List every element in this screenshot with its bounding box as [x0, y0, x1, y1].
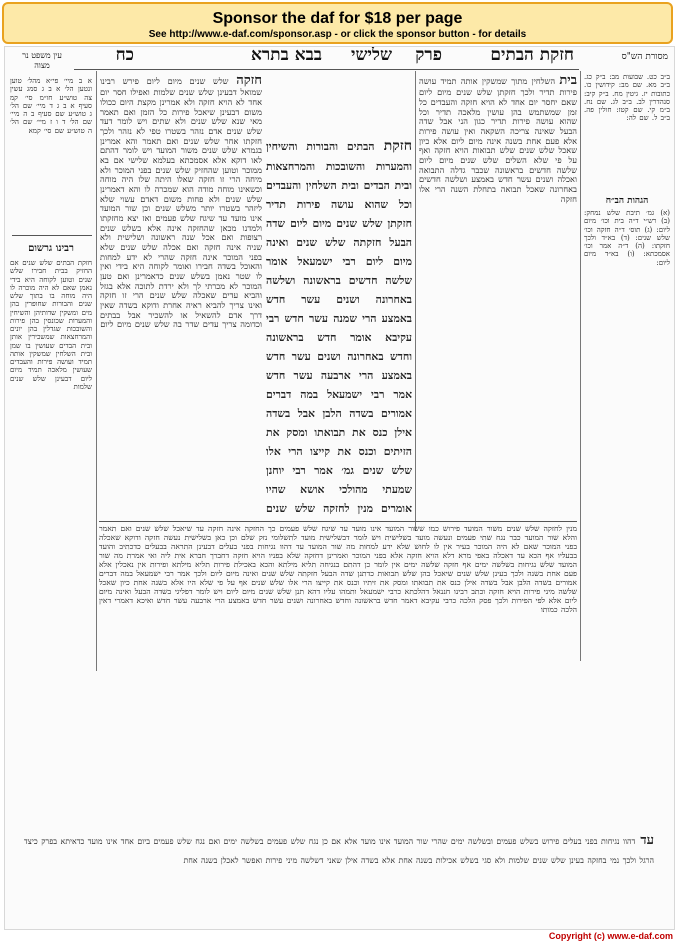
- tosafot-divider: [96, 71, 97, 671]
- gemara-heading: גמ׳: [341, 464, 355, 478]
- tosafot-commentary: אם בא ממוכר וטוען שהחזיק שלש שנים בפני המוכר ולא מיחה הרי זו חזקה שאלו היתה שלו היה מוחה וכשאינו מוחה מודה הוא שמכרה לו והא דאמרינן שלש שנים ולא פחות משום דאדם עשוי שלא ליזהר בשטרו יותר משלש שנים וכן שור המועד אינו מועד עד שיגח שלש פעמים ואז יצא מחזקתו ולמדנו מכאן שהחזקה אינה אלא בשלש שנים רצופות ואם אכל שנה ראשונה ושלישית ולא שניה אינה חזקה ואם אכלה שלש שנים שלא בפני המוכר אינה חזקה שהרי לא ידע למחות והאוכל בשדה חבירו ואומר לקוחה היא בידי ואין לו שטר נאמן בשלש שנים כדאמרינן ואם טען המוכר לא מכרתי לך ולא ירדת לתוכה אלא בגזל והביא עדים שאכלה שלש שנים הרי זו חזקה ואינו צריך להביא ראיה אחרת ודוקא בשדה שאין דרך אדם להשאיל או להשכיר אבל בבתים וכדומה צריך עדים שדר בה שלש שנים מיום ליום: [100, 155, 262, 330]
- rashi-divider: [415, 71, 416, 531]
- masoret-divider: [580, 71, 581, 661]
- gershom-top-rule: [12, 235, 92, 236]
- rashi-text: השלחין מתוך שמשקין אותה תמיד עושה פירות תדיר ולכך חזקתן שלש שנים מיום ליום שאם יחסר יום אחד לא הויא חזקה והעבדים כל זמן שמשתמש בהן עושין מלאכה תדיר וכל שהוא עושה פירות תדיר כגון הני אבל שדה הבעל שאינה צריכה השקאה ואין עושה פירות אלא פעם אחת בשנה אינה מיום ליום אלא כיון שאכל שלש שנים שלש תבואות הויא חזקה ואף על פי שלא השלים שלש שנים מיום ליום שלשה חדשים בראשונה שכבר גדלה התבואה ואכלה ושנים עשר חדש באמצע ושלשה חדשים באחרונה שאכל תבואה בתחלת השנה הרי אלו חזקה: [419, 76, 577, 204]
- lower-divider: [99, 521, 577, 522]
- masoret-label: מסורת הש"ס: [621, 52, 668, 62]
- rabbeinu-gershom-heading: רבינו גרשום: [28, 243, 74, 254]
- lower-commentary: מנין לחזקה שלש שנים משור המועד פירוש כמו ששור המועד אינו מועד עד שיגח שלש פעמים כך החזקה אינה חזקה עד שיאכל שלש שנים ואם תאמר והלא שור המועד כבר נגח שתי פעמים ונעשה מועד בשלישית ויש לומר דבשלישית מועד לתשלומי נזק שלם וכן כאן בשלישית נעשה חזקה ודוקא שאכלה בפני המוכר שאם לא היה המוכר בעיר אין לו לחוש שלא ידע למחות מה שור המועד עד דהוו נגיחות בפני בעלים דבעינן התראה בבעלים כדכתיב והועד בבעליו אף הכא עד דאכלה באפי מרא דלא הויא חזקה אלא בפני המוכר ואמרינן דחזקה שלא בפניו הויא חזקה דחברך חברא אית ליה ואי אמרת מה שור המועד שלש נגיחות בשלשה ימים אף חזקה שלשה ימים אין לומר כן דהתם בנגיחה תליא מילתא והכא באכילת פירות תליא מילתא ופירות אין נאכלין אלא פעם אחת בשנה ולכך בעינן שלש שנים שיאכל בהן שלש תבואות כדתנן שדה הבעל חזקתה שלש שנים ואינה מיום ליום ולכך אמר רבי ישמעאל במה דברים אמורים בשדה הלבן אבל בשדה אילן כנס את תבואתו ומסק את זיתיו וכנס את קייצו הרי אלו שלש שנים אף על פי שלא היו אלא בשנה אחת כיון שאכל שלשה מיני פירות הויא חזקה וכתב רבינו חננאל דהלכתא כרבי ישמעאל ותמהו עליו דהא תנן שלש שנים מיום ליום ויש לומר דפליגי בשדה הבעל ואינה מיום ליום אלא לפי הפירות ולכך פסק הלכה כרבי עקיבא דאמר חדש בראשונה וחדש באחרונה ושנים עשר חדש באמצע הרי ארבעה עשר חדש ואיכא דאמרי דאין הלכה כמותו: [99, 525, 577, 614]
- hagahot-heading: הגהות הב״ח: [605, 196, 649, 206]
- bottom-text: דהוו נגיחות בפני בעלים פירוש בשלש פעמים ובשלשה ימים שהרי שור המועד אינו מועד אלא אם כן נגח שלש פעמים בשלשה ימים ואם נגח שלש פעמים ביום אחד אינו מועד כדאיתא בפרק כיצד הרגל ולכך נמי בחזקה בעינן שלש שנים שלמות ולא סגי בשלש אכילות בשנה אחת אלא בשדה אילן שאני דשלשה מיני פירות ואפשר לאכלן בשנה אחת: [24, 837, 654, 866]
- folio-number: כח: [115, 46, 134, 65]
- perek-word: פרק: [415, 46, 442, 65]
- bottom-commentary: [24, 829, 654, 925]
- ein-mishpat-label: עין משפט נר מצוה: [22, 51, 62, 70]
- perek-number: שלישי: [351, 46, 392, 65]
- tractate-name: בבא בתרא: [250, 46, 322, 65]
- tosafot-text: שלש שנים מיום ליום פירש רבינו שמואל דבעינן שלש שנים שלמות ואפילו חסר יום אחד לא הויא חזקה ולא אמרינן מקצת היום ככולו משום דבעינן שיאכל פירות כל הזמן ואם תאמר מאי שנא שלש שנים ולא שתים ויש לומר דעד שלש שנים אדם נזהר בשטרו טפי לא נזהר ולכך חזקתו אחר שלש שנים ואם תאמר והא אמרינן בגמרא שלש שנים משור המועד ויש לומר דהתם לאו דוקא אלא אסמכתא בעלמא שלישי: [100, 76, 262, 166]
- rashi-column: [419, 73, 577, 513]
- sponsor-banner[interactable]: [2, 2, 673, 44]
- gemara-block: [266, 135, 412, 515]
- ein-mishpat-notes: א ב מיי׳ פי״א מהל׳ טוען ונטען הל׳ א ב ג סמג עשין צה טוש״ע חו״מ סי׳ קמ סעיף א ב ג ד מיי׳ שם הל׳ ג טוש״ע שם סעיף ב ה מיי׳ שם הל׳ ד ו ז מיי׳ שם הל׳ ה טוש״ע שם סי׳ קמא: [10, 77, 92, 135]
- bottom-heading: עד: [640, 833, 654, 848]
- copyright-notice[interactable]: Copyright (c) www.e-daf.com: [548, 931, 673, 941]
- header-rule: [74, 69, 579, 70]
- chapter-name: חזקת הבתים: [490, 46, 574, 65]
- masoret-notes: ב״ב כט. שבועות מב: ב״ק כג. ב״ב מא. שם מב: קידושין כו. כתובות יז. גיטין מח. ב״ק קיב: סנהדרין לב. ב״ב לג. שם נח. ב״מ קי. שם קטז: חולין פה. ב״ב ל. שם לה:: [584, 73, 670, 123]
- rashi-heading: בית: [559, 73, 577, 88]
- hagahot-text: (א) גמ׳ תיבת שלש נמחק: (ב) רש״י ד״ה בית וכו׳ מיום ליום: (ג) תוס׳ ד״ה חזקה וכו׳ שלש שנים: (ד) בא״ד ולכך חזקתו: (ה) ד״ה אמר וכו׳ אסמכתא: (ו) בא״ד מיום ליום:: [584, 209, 670, 267]
- sponsor-subtitle[interactable]: See http://www.e-daf.com/sponsor.asp - or click the sponsor button - for details: [148, 29, 527, 40]
- rabbeinu-gershom-text: חזקת הבתים שלש שנים אם החזיק בבית חבירו שלש שנים וטוען לקוחה היא בידי נאמן שאם לא היה מוכרה לו היה מוחה בו בתוך שלש שנים והבורות שחופרין בהן מים ומשקין שדותיהן והשיחין והמערות שכונסין בהן פירות והשובכות שגדלין בהן יונים והמרחצאות שמשכירין אותן ובית הבדים שעושין בו שמן ובית השלחין שמשקין אותה תמיד ועושה פירות והעבדים שעושין מלאכה תמיד מיום ליום דבעינן שלש שנים שלמות: [10, 259, 92, 391]
- mishna-heading: חזקת: [383, 138, 412, 154]
- mishna-text: הבתים והבורות והשיחין והמערות והשובכות והמרחצאות ובית הבדים ובית השלחין והעבדים וכל שהוא עושה פירות תדיר חזקתן שלש שנים מיום ליום שדה הבעל חזקתה שלש שנים ואינה מיום ליום רבי ישמעאל אומר שלשה חדשים בראשונה ושלשה באחרונה ושנים עשר חדש באמצע הרי שמנה עשר חדש רבי עקיבא אומר חדש בראשונה וחדש באחרונה ושנים עשר חדש באמצע הרי ארבעה עשר חדש אמר רבי ישמעאל במה דברים אמורים בשדה הלבן אבל בשדה אילן כנס את תבואתו ומסק את הזיתים וכנס את קייצו הרי אלו שלש שנים: [266, 140, 412, 478]
- gemara-text: אמר רבי יוחנן שמעתי מהולכי אושא שהיו אומרים מנין לחזקה שלש שנים: [266, 464, 412, 515]
- sponsor-title[interactable]: Sponsor the daf for $18 per page: [212, 10, 463, 27]
- talmud-page: [4, 46, 675, 930]
- tosafot-column: [100, 73, 262, 513]
- tosafot-heading: חזקה: [236, 73, 262, 88]
